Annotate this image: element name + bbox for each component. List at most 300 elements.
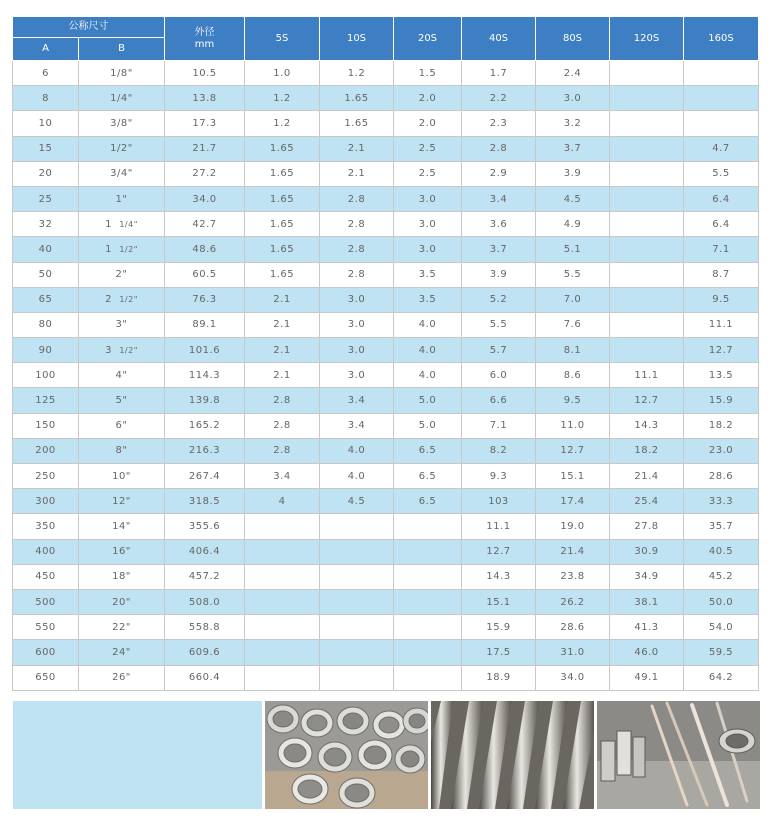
sch-10s-cell: 1.65 [320,111,394,136]
sch-10s-cell: 4.5 [320,489,394,514]
sch-5s-cell [245,539,320,564]
sch-20s-cell: 6.5 [394,438,462,463]
sch-160s-cell: 59.5 [684,640,759,665]
sch-5s-cell: 4 [245,489,320,514]
sch-40s-cell: 14.3 [462,564,536,589]
sch-40s-cell: 2.2 [462,86,536,111]
sch-5s-cell: 2.8 [245,413,320,438]
size-b-cell: 1/4" [79,86,165,111]
size-a-cell: 200 [13,438,79,463]
size-a-cell: 100 [13,363,79,388]
sch-80s-cell: 3.2 [536,111,610,136]
sch-5s-cell [245,615,320,640]
nominal-size-header: 公称尺寸 [13,17,165,38]
sch-160s-cell: 6.4 [684,212,759,237]
sch-40s-cell: 3.7 [462,237,536,262]
table-row [13,363,759,388]
sch-80s-cell: 3.7 [536,136,610,161]
outer-diameter-cell: 318.5 [165,489,245,514]
size-b-cell: 6" [79,413,165,438]
size-a-cell: 600 [13,640,79,665]
sch-5s-cell: 2.8 [245,438,320,463]
size-a-cell: 32 [13,212,79,237]
sch-10s-cell: 4.0 [320,464,394,489]
sch-160s-cell: 7.1 [684,237,759,262]
sch-40s-cell: 2.9 [462,161,536,186]
sch-10s-cell [320,589,394,614]
size-b-cell: 12" [79,489,165,514]
sch-120s-cell: 12.7 [610,388,684,413]
sch-40s-cell: 15.1 [462,589,536,614]
size-b-whole: 2 [105,294,112,306]
size-b-whole: 1 [105,218,112,230]
sch-10s-cell: 4.0 [320,438,394,463]
sch-160s-cell: 33.3 [684,489,759,514]
outer-diameter-label: 外径 [194,26,215,38]
outer-diameter-cell: 42.7 [165,212,245,237]
size-b-cell: 22" [79,615,165,640]
sch-160s-cell: 35.7 [684,514,759,539]
schedule-header-40s: 40S [462,17,536,61]
size-b-fraction: 1/4" [119,219,138,229]
sch-20s-cell: 3.5 [394,262,462,287]
sch-40s-cell: 18.9 [462,665,536,690]
sch-80s-cell: 23.8 [536,564,610,589]
sch-120s-cell: 49.1 [610,665,684,690]
outer-diameter-cell: 76.3 [165,287,245,312]
sch-160s-cell: 11.1 [684,312,759,337]
sch-40s-cell: 9.3 [462,464,536,489]
size-b-whole: 1 [105,243,112,255]
outer-diameter-cell: 165.2 [165,413,245,438]
size-a-cell: 50 [13,262,79,287]
outer-diameter-cell: 267.4 [165,464,245,489]
pipe-ends-photo [265,701,428,809]
outer-diameter-cell: 48.6 [165,237,245,262]
outer-diameter-cell: 10.5 [165,61,245,86]
sch-120s-cell: 38.1 [610,589,684,614]
schedule-header-120s: 120S [610,17,684,61]
sch-80s-cell: 12.7 [536,438,610,463]
size-b-fraction: 1/2" [119,345,138,355]
sch-120s-cell: 46.0 [610,640,684,665]
sch-20s-cell [394,640,462,665]
sch-80s-cell: 26.2 [536,589,610,614]
sch-120s-cell: 14.3 [610,413,684,438]
sch-10s-cell: 2.8 [320,186,394,211]
sch-80s-cell: 5.5 [536,262,610,287]
size-b-fraction: 1/2" [119,244,138,254]
size-b-cell: 10" [79,464,165,489]
table-row [13,489,759,514]
sch-160s-cell [684,61,759,86]
sch-80s-cell: 28.6 [536,615,610,640]
sch-80s-cell: 9.5 [536,388,610,413]
sch-5s-cell: 1.65 [245,237,320,262]
sch-10s-cell: 2.8 [320,237,394,262]
table-row [13,86,759,111]
sch-80s-cell: 5.1 [536,237,610,262]
sch-20s-cell: 4.0 [394,338,462,363]
sch-160s-cell: 28.6 [684,464,759,489]
sch-10s-cell: 3.0 [320,312,394,337]
outer-diameter-cell: 34.0 [165,186,245,211]
sch-120s-cell [610,111,684,136]
sch-40s-cell: 2.8 [462,136,536,161]
sch-80s-cell: 17.4 [536,489,610,514]
outer-diameter-cell: 21.7 [165,136,245,161]
sch-40s-cell: 6.6 [462,388,536,413]
size-a-header: A [13,38,79,61]
table-row [13,589,759,614]
sch-5s-cell [245,589,320,614]
sch-20s-cell: 4.0 [394,312,462,337]
size-b-cell [79,237,165,262]
size-b-cell: 24" [79,640,165,665]
sch-10s-cell: 2.1 [320,161,394,186]
sch-20s-cell [394,564,462,589]
sch-120s-cell [610,61,684,86]
table-row [13,388,759,413]
table-row [13,136,759,161]
table-row [13,262,759,287]
sch-120s-cell: 18.2 [610,438,684,463]
size-b-cell: 3" [79,312,165,337]
sch-40s-cell: 3.4 [462,186,536,211]
sch-120s-cell [610,338,684,363]
size-a-cell: 40 [13,237,79,262]
outer-diameter-cell: 27.2 [165,161,245,186]
sch-10s-cell: 3.4 [320,413,394,438]
size-b-cell: 1" [79,186,165,211]
sch-20s-cell: 3.0 [394,212,462,237]
outer-diameter-cell: 508.0 [165,589,245,614]
sch-120s-cell: 11.1 [610,363,684,388]
sch-20s-cell: 3.5 [394,287,462,312]
sch-20s-cell: 5.0 [394,388,462,413]
sch-5s-cell: 2.1 [245,363,320,388]
sch-5s-cell: 1.65 [245,161,320,186]
sch-160s-cell: 15.9 [684,388,759,413]
sch-20s-cell: 2.0 [394,86,462,111]
sch-40s-cell: 8.2 [462,438,536,463]
size-b-cell [79,287,165,312]
sch-80s-cell: 4.5 [536,186,610,211]
sch-160s-cell: 8.7 [684,262,759,287]
outer-diameter-cell: 660.4 [165,665,245,690]
size-b-cell: 1/8" [79,61,165,86]
sch-40s-cell: 1.7 [462,61,536,86]
size-a-cell: 300 [13,489,79,514]
sch-160s-cell [684,86,759,111]
size-b-cell [79,212,165,237]
sch-5s-cell: 2.8 [245,388,320,413]
table-row [13,665,759,690]
size-a-cell: 150 [13,413,79,438]
sch-120s-cell: 41.3 [610,615,684,640]
size-b-cell: 26" [79,665,165,690]
sch-80s-cell: 7.6 [536,312,610,337]
sch-20s-cell: 2.0 [394,111,462,136]
size-a-cell: 400 [13,539,79,564]
size-a-cell: 250 [13,464,79,489]
table-row [13,212,759,237]
sch-40s-cell: 5.5 [462,312,536,337]
sch-20s-cell [394,539,462,564]
sch-5s-cell: 2.1 [245,287,320,312]
sch-5s-cell: 1.65 [245,136,320,161]
sch-40s-cell: 7.1 [462,413,536,438]
sch-20s-cell: 3.0 [394,237,462,262]
sch-5s-cell [245,665,320,690]
sch-120s-cell: 21.4 [610,464,684,489]
schedule-header-5s: 5S [245,17,320,61]
sch-120s-cell [610,186,684,211]
sch-40s-cell: 5.7 [462,338,536,363]
sch-10s-cell [320,615,394,640]
sch-160s-cell: 64.2 [684,665,759,690]
sch-5s-cell: 1.2 [245,111,320,136]
size-a-cell: 8 [13,86,79,111]
outer-diameter-header [165,17,245,61]
outer-diameter-cell: 457.2 [165,564,245,589]
size-b-cell: 14" [79,514,165,539]
outer-diameter-cell: 89.1 [165,312,245,337]
size-b-cell: 4" [79,363,165,388]
sch-20s-cell: 4.0 [394,363,462,388]
sch-40s-cell: 5.2 [462,287,536,312]
table-row [13,338,759,363]
sch-10s-cell [320,514,394,539]
sch-5s-cell: 1.2 [245,86,320,111]
size-a-cell: 80 [13,312,79,337]
size-a-cell: 25 [13,186,79,211]
sch-120s-cell [610,86,684,111]
pipe-schedule-table [12,16,759,691]
size-a-cell: 65 [13,287,79,312]
table-row [13,287,759,312]
schedule-header-10s: 10S [320,17,394,61]
schedule-header-160s: 160S [684,17,759,61]
outer-diameter-cell: 101.6 [165,338,245,363]
outer-diameter-cell: 558.8 [165,615,245,640]
table-row [13,464,759,489]
outer-diameter-cell: 13.8 [165,86,245,111]
sch-160s-cell: 50.0 [684,589,759,614]
sch-40s-cell: 12.7 [462,539,536,564]
sch-120s-cell: 25.4 [610,489,684,514]
table-row [13,186,759,211]
outer-diameter-cell: 355.6 [165,514,245,539]
sch-10s-cell [320,539,394,564]
sch-10s-cell: 3.4 [320,388,394,413]
size-b-header: B [79,38,165,61]
sch-40s-cell: 17.5 [462,640,536,665]
sch-20s-cell [394,589,462,614]
size-b-cell [79,338,165,363]
sch-160s-cell [684,111,759,136]
sch-80s-cell: 7.0 [536,287,610,312]
sch-80s-cell: 34.0 [536,665,610,690]
sch-5s-cell [245,640,320,665]
sch-40s-cell: 3.6 [462,212,536,237]
sch-10s-cell: 2.1 [320,136,394,161]
size-b-cell: 20" [79,589,165,614]
sch-80s-cell: 11.0 [536,413,610,438]
outer-diameter-cell: 60.5 [165,262,245,287]
sch-10s-cell [320,665,394,690]
sch-20s-cell: 3.0 [394,186,462,211]
outer-diameter-cell: 609.6 [165,640,245,665]
sch-10s-cell [320,564,394,589]
sch-160s-cell: 45.2 [684,564,759,589]
table-row [13,615,759,640]
size-a-cell: 6 [13,61,79,86]
table-row [13,640,759,665]
sch-160s-cell: 13.5 [684,363,759,388]
sch-120s-cell: 27.8 [610,514,684,539]
sch-10s-cell: 3.0 [320,363,394,388]
sch-80s-cell: 21.4 [536,539,610,564]
sch-5s-cell: 2.1 [245,338,320,363]
sch-40s-cell: 11.1 [462,514,536,539]
sch-20s-cell [394,615,462,640]
table-row [13,564,759,589]
sch-80s-cell: 3.9 [536,161,610,186]
table-row [13,514,759,539]
sch-120s-cell [610,136,684,161]
sch-20s-cell: 5.0 [394,413,462,438]
sch-20s-cell [394,514,462,539]
sch-120s-cell [610,312,684,337]
sch-5s-cell: 2.1 [245,312,320,337]
sch-40s-cell: 15.9 [462,615,536,640]
sch-5s-cell: 1.65 [245,212,320,237]
size-b-cell: 18" [79,564,165,589]
sch-10s-cell: 1.2 [320,61,394,86]
size-b-cell: 1/2" [79,136,165,161]
outer-diameter-cell: 17.3 [165,111,245,136]
sch-40s-cell: 3.9 [462,262,536,287]
table-row [13,61,759,86]
sch-120s-cell [610,237,684,262]
table-row [13,539,759,564]
sch-160s-cell: 54.0 [684,615,759,640]
size-b-fraction: 1/2" [119,295,138,305]
sch-160s-cell: 40.5 [684,539,759,564]
size-b-cell: 3/8" [79,111,165,136]
sch-160s-cell: 12.7 [684,338,759,363]
table-row [13,312,759,337]
schedule-header-80s: 80S [536,17,610,61]
sch-80s-cell: 15.1 [536,464,610,489]
sch-40s-cell: 103 [462,489,536,514]
table-row [13,237,759,262]
size-b-cell: 8" [79,438,165,463]
size-b-whole: 3 [105,344,112,356]
size-b-cell: 16" [79,539,165,564]
sch-10s-cell: 2.8 [320,262,394,287]
outer-diameter-cell: 216.3 [165,438,245,463]
sch-80s-cell: 31.0 [536,640,610,665]
sch-5s-cell: 1.65 [245,262,320,287]
size-a-cell: 350 [13,514,79,539]
sch-10s-cell [320,640,394,665]
size-b-cell: 2" [79,262,165,287]
sch-5s-cell: 1.0 [245,61,320,86]
size-a-cell: 550 [13,615,79,640]
sch-80s-cell: 8.1 [536,338,610,363]
outer-diameter-cell: 114.3 [165,363,245,388]
sch-80s-cell: 2.4 [536,61,610,86]
size-b-cell: 5" [79,388,165,413]
size-a-cell: 15 [13,136,79,161]
sch-5s-cell [245,514,320,539]
sch-10s-cell: 2.8 [320,212,394,237]
table-body [13,61,759,691]
sch-10s-cell: 1.65 [320,86,394,111]
sch-120s-cell [610,212,684,237]
sch-20s-cell: 6.5 [394,489,462,514]
size-a-cell: 10 [13,111,79,136]
sch-20s-cell: 2.5 [394,136,462,161]
schedule-header-20s: 20S [394,17,462,61]
sch-40s-cell: 2.3 [462,111,536,136]
sch-160s-cell: 6.4 [684,186,759,211]
sch-40s-cell: 6.0 [462,363,536,388]
size-a-cell: 650 [13,665,79,690]
table-row [13,111,759,136]
size-b-cell: 3/4" [79,161,165,186]
sch-20s-cell: 6.5 [394,464,462,489]
sch-5s-cell [245,564,320,589]
size-a-cell: 450 [13,564,79,589]
sch-20s-cell: 1.5 [394,61,462,86]
table-row [13,161,759,186]
sch-160s-cell: 9.5 [684,287,759,312]
size-a-cell: 500 [13,589,79,614]
sch-120s-cell [610,161,684,186]
outer-diameter-cell: 139.8 [165,388,245,413]
sch-120s-cell [610,287,684,312]
table-row [13,438,759,463]
size-a-cell: 90 [13,338,79,363]
sch-10s-cell: 3.0 [320,338,394,363]
sch-160s-cell: 4.7 [684,136,759,161]
assorted-tubes-photo [597,701,760,809]
sch-120s-cell: 30.9 [610,539,684,564]
polished-tubes-photo [431,701,594,809]
table-header [13,17,759,61]
sch-80s-cell: 8.6 [536,363,610,388]
sch-80s-cell: 3.0 [536,86,610,111]
sch-120s-cell [610,262,684,287]
sch-80s-cell: 19.0 [536,514,610,539]
sch-5s-cell: 3.4 [245,464,320,489]
sch-20s-cell: 2.5 [394,161,462,186]
sch-80s-cell: 4.9 [536,212,610,237]
outer-diameter-cell: 406.4 [165,539,245,564]
sch-120s-cell: 34.9 [610,564,684,589]
sch-5s-cell: 1.65 [245,186,320,211]
sch-20s-cell [394,665,462,690]
sch-160s-cell: 5.5 [684,161,759,186]
sch-10s-cell: 3.0 [320,287,394,312]
outer-diameter-unit: mm [194,38,215,50]
size-a-cell: 20 [13,161,79,186]
sch-160s-cell: 23.0 [684,438,759,463]
info-panel [13,701,262,809]
